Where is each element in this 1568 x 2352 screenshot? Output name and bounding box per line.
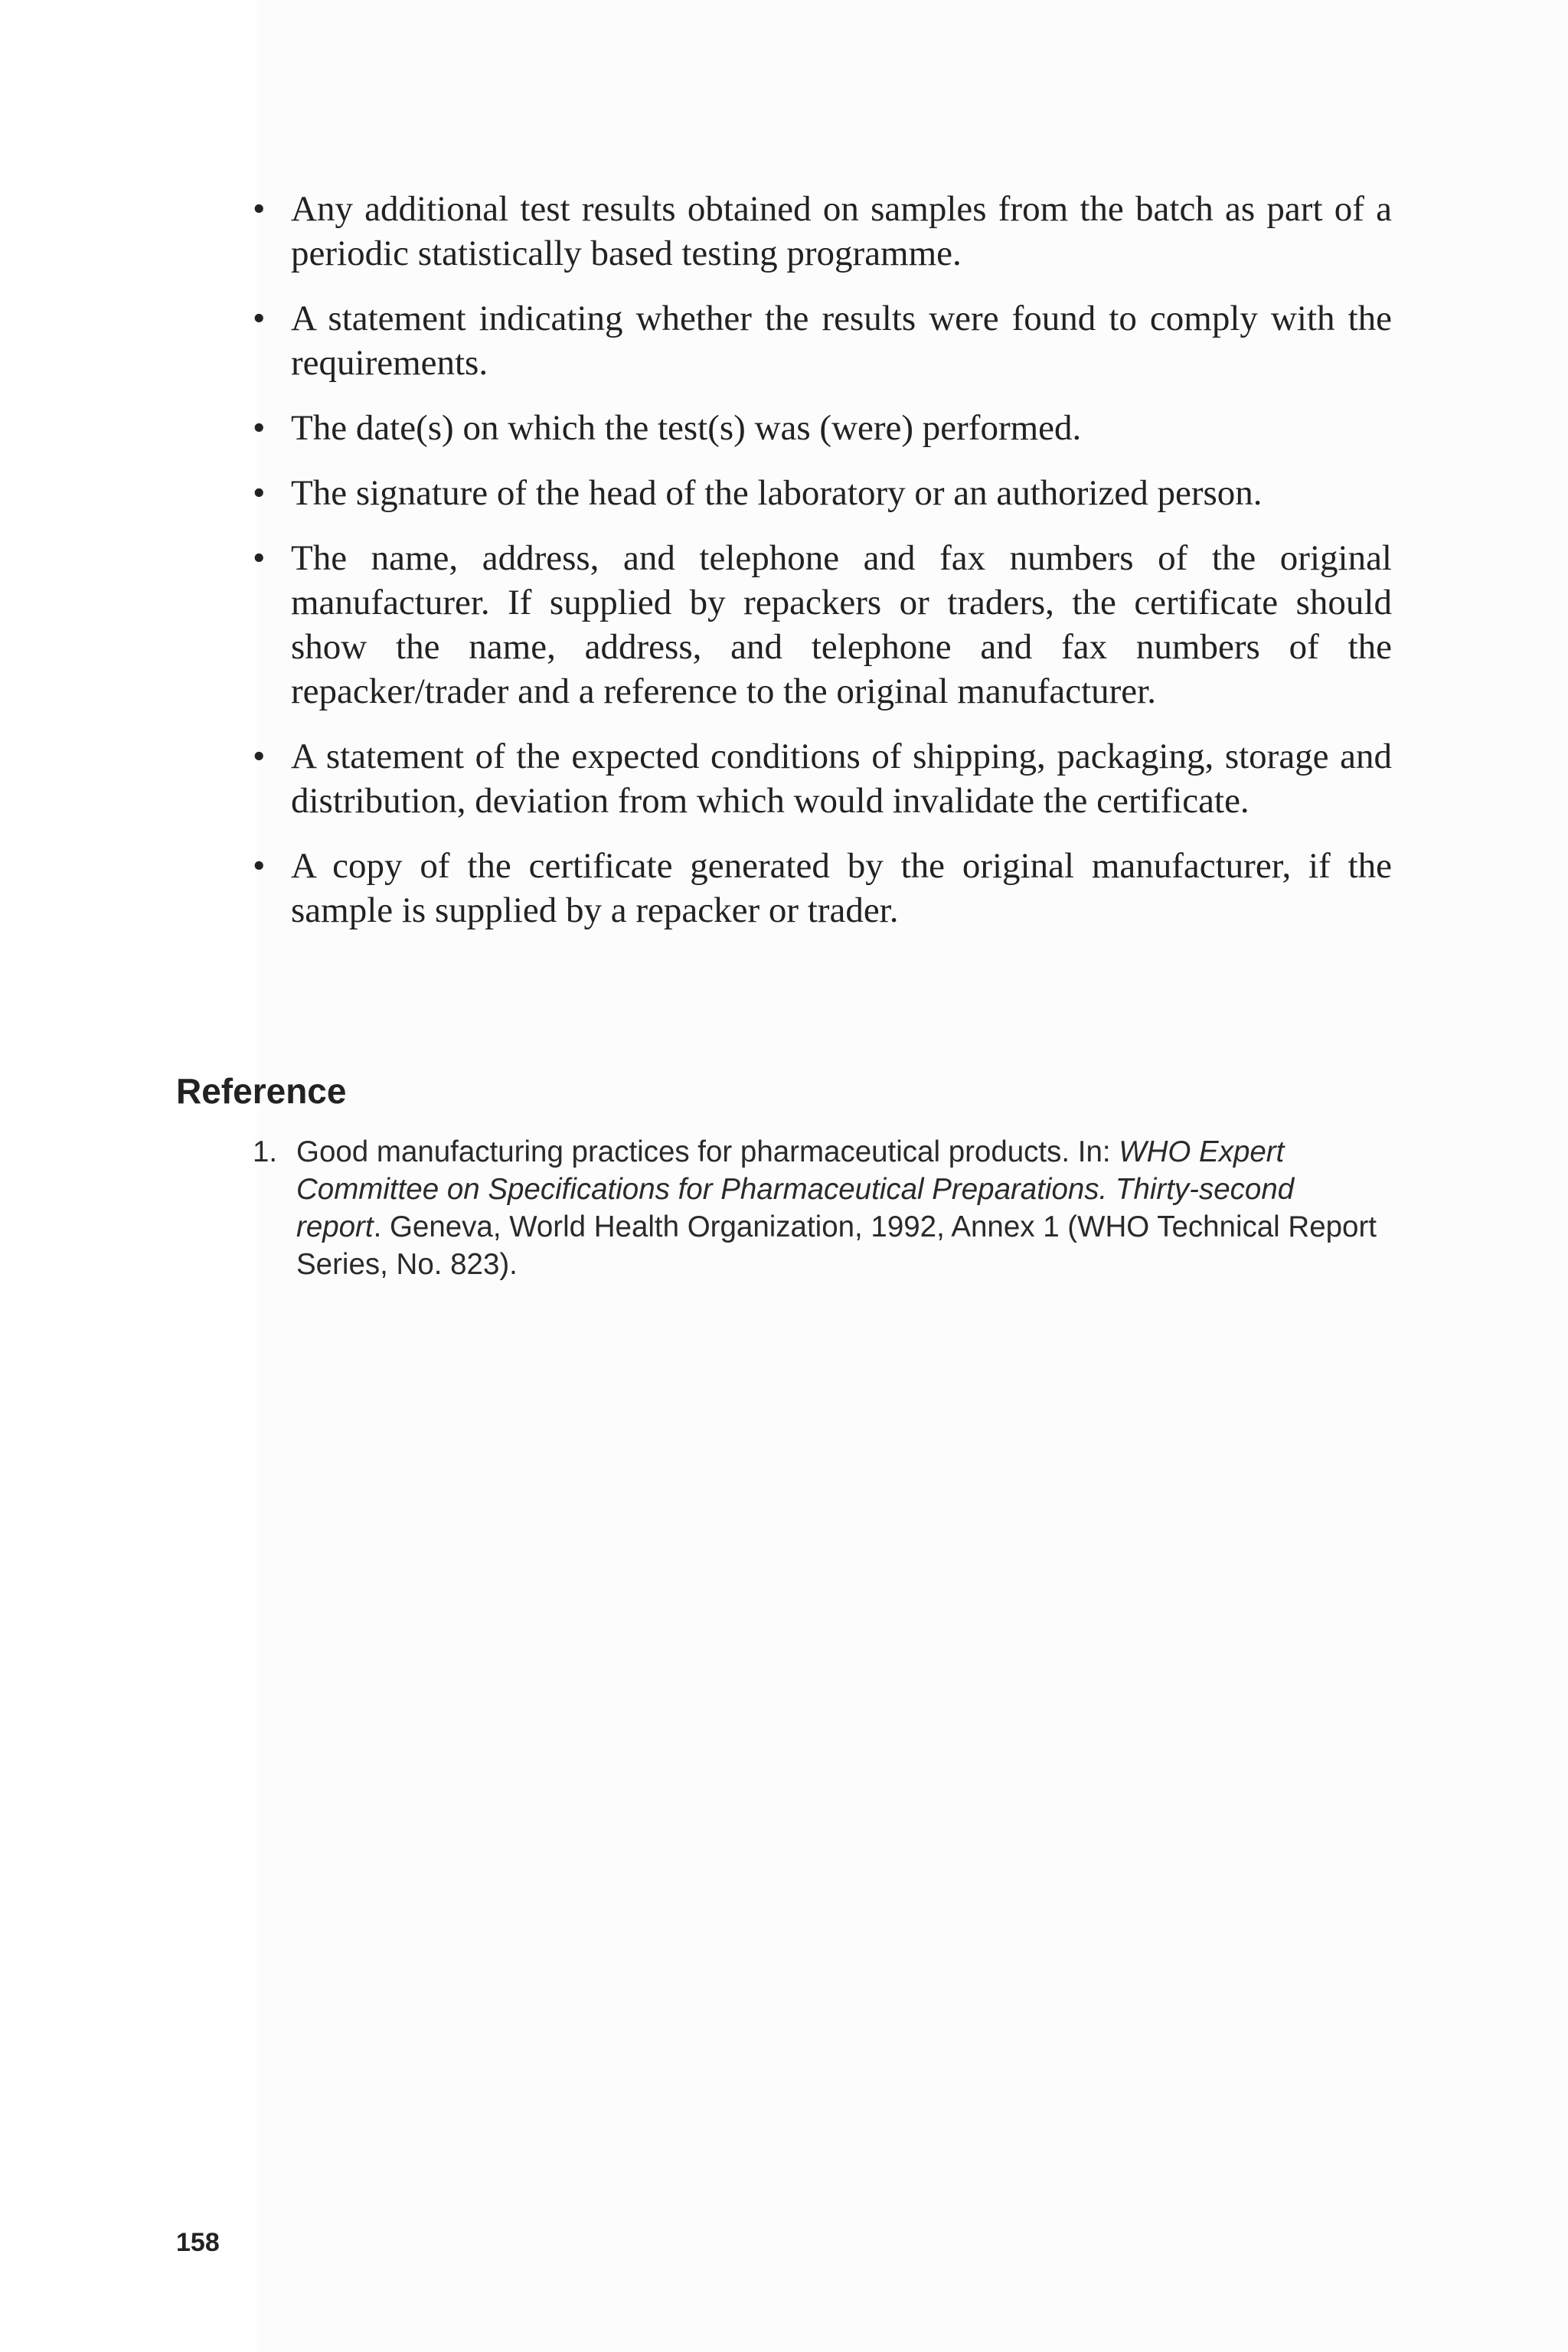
bullet-item <box>243 296 1392 385</box>
bullet-text: The name, address, and telephone and fax numbers of the original manufacturer. If supplied by repackers or traders, the certificate should show the name, address, and telephone and fax numbers of the repacker/trader and a reference to the original manufacturer. <box>291 538 1392 711</box>
bullet-item <box>243 187 1392 276</box>
bullet-symbol: • <box>253 189 266 229</box>
reference-text-part: Good manufacturing practices for pharmaceutical products. In: <box>296 1135 1119 1168</box>
bullet-symbol: • <box>253 846 266 886</box>
reference-item <box>253 1133 1378 1283</box>
bullet-item <box>243 844 1392 933</box>
bullet-symbol: • <box>253 737 266 776</box>
reference-heading: Reference <box>176 1071 347 1111</box>
bullet-text: The date(s) on which the test(s) was (were) performed. <box>291 408 1082 448</box>
bullet-text: A copy of the certificate generated by the original manufacturer, if the sample is supplied by a repacker or trader. <box>291 846 1392 930</box>
bullet-symbol: • <box>253 299 266 338</box>
reference-number: 1. <box>253 1135 278 1168</box>
reference-list <box>253 1133 1378 1283</box>
requirements-bullet-list <box>243 187 1392 953</box>
bullet-symbol: • <box>253 408 266 448</box>
page-number: 158 <box>176 2228 220 2257</box>
bullet-item <box>243 406 1392 450</box>
bullet-item <box>243 471 1392 515</box>
bullet-text: Any additional test results obtained on samples from the batch as part of a periodic statistically based testing programme. <box>291 189 1392 273</box>
bullet-item <box>243 536 1392 714</box>
bullet-text: A statement of the expected conditions of shipping, packaging, storage and distribution, deviation from which would invalidate the certificate. <box>291 737 1392 821</box>
bullet-text: The signature of the head of the laboratory or an authorized person. <box>291 473 1263 513</box>
reference-italic-title: WHO Expert Committee on Specifications for Pharmaceutical Preparations. Thirty-second report <box>296 1135 1295 1243</box>
bullet-symbol: • <box>253 538 266 578</box>
reference-text-part: . Geneva, World Health Organization, 1992, Annex 1 (WHO Technical Report Series, No. 823). <box>296 1210 1377 1281</box>
reference-text <box>296 1135 1377 1281</box>
bullet-text: A statement indicating whether the results were found to comply with the requirements. <box>291 299 1392 383</box>
bullet-symbol: • <box>253 473 266 513</box>
bullet-item <box>243 734 1392 823</box>
